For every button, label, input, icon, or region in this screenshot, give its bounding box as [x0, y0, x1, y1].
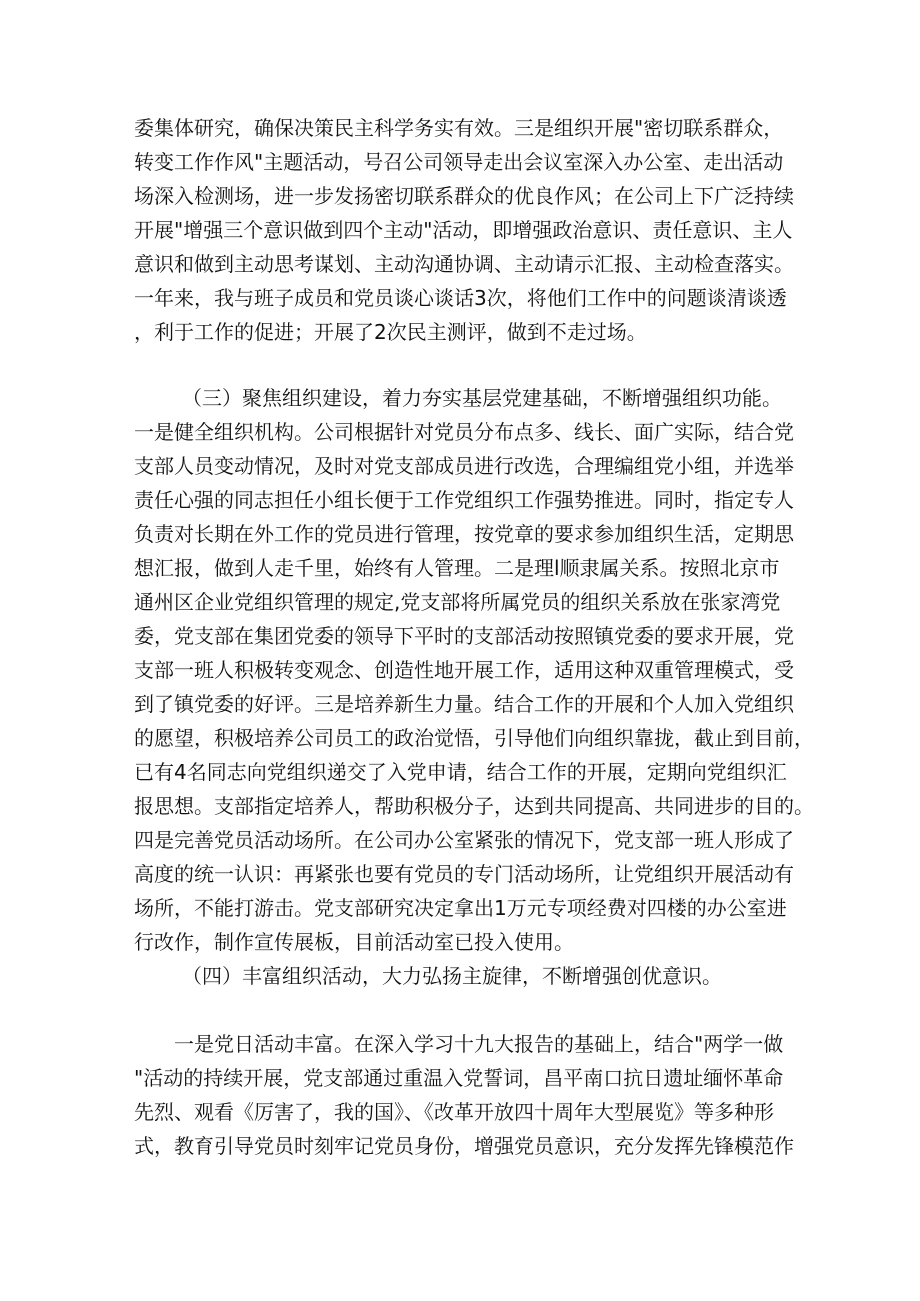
- body-text-line: 场深入检测场，进一步发扬密切联系群众的优良作风；在公司上下广泛持续: [134, 184, 794, 208]
- body-text-line: 报思想。支部指定培养人，帮助积极分子，达到共同提高、共同进步的目的。: [134, 794, 814, 818]
- body-text-line: 一是健全组织机构。公司根据针对党员分布点多、线长、面广实际，结合党: [134, 420, 794, 444]
- body-text-line: 支部一班人积极转变观念、创造性地开展工作，适用这种双重管理模式，受: [134, 658, 794, 682]
- body-text-line: 想汇报，做到人走千里，始终有人管理。二是理l顺隶属关系。按照北京市: [134, 556, 780, 580]
- body-text-line: 已有4名同志向党组织递交了入党申请，结合工作的开展，定期向党组织汇: [134, 760, 787, 784]
- body-text-line: 的愿望，积极培养公司员工的政治觉悟，引导他们向组织靠拢，截止到目前，: [134, 726, 814, 750]
- body-text-line: 委，党支部在集团党委的领导下平时的支部活动按照镇党委的要求开展，党: [134, 624, 794, 648]
- body-text-line: "活动的持续开展，党支部通过重温入党誓词，昌平南口抗日遗址缅怀革命: [134, 1066, 784, 1090]
- body-text-line: 委集体研究，确保决策民主科学务实有效。三是组织开展"密切联系群众，: [134, 116, 784, 140]
- body-text-line: 开展"增强三个意识做到四个主动"活动，即增强政治意识、责任意识、主人: [134, 218, 793, 242]
- body-text-line: 负责对长期在外工作的党员进行管理，按党章的要求参加组织生活，定期思: [134, 522, 794, 546]
- body-text-line: 责任心强的同志担任小组长便于工作党组织工作强势推进。同时，指定专人: [134, 488, 794, 512]
- body-text-line: 一是党日活动丰富。在深入学习十九大报告的基础上，结合"两学一做: [174, 1032, 784, 1056]
- body-text-line: 式，教育引导党员时刻牢记党员身份，增强党员意识，充分发挥先锋模范作: [134, 1134, 794, 1158]
- body-text-line: 行改作，制作宣传展板，目前活动室已投入使用。: [134, 930, 574, 954]
- body-text-line: 高度的统一认识：再紧张也要有党员的专门活动场所，让党组织开展活动有: [134, 862, 794, 886]
- body-text-line: 到了镇党委的好评。三是培养新生力量。结合工作的开展和个人加入党组织: [134, 692, 794, 716]
- body-text-line: 四是完善党员活动场所。在公司办公室紧张的情况下，党支部一班人形成了: [134, 828, 794, 852]
- body-text-line: 转变工作作风"主题活动，号召公司领导走出会议室深入办公室、走出活动: [134, 150, 784, 174]
- body-text-line: 一年来，我与班子成员和党员谈心谈话3次，将他们工作中的问题谈清谈透: [134, 286, 787, 310]
- body-text-line: 先烈、观看《厉害了，我的国》、《改革开放四十周年大型展览》等多种形: [134, 1100, 774, 1124]
- body-text-line: ，利于工作的促进；开展了2次民主测评，做到不走过场。: [134, 320, 647, 344]
- body-text-line: 支部人员变动情况，及时对党支部成员进行改选，合理编组党小组，并选举: [134, 454, 794, 478]
- section-heading-3: （三）聚焦组织建设，着力夯实基层党建基础，不断增强组织功能。: [182, 386, 782, 410]
- body-text-line: 意识和做到主动思考谋划、主动沟通协调、主动请示汇报、主动检查落实。: [134, 252, 794, 276]
- body-text-line: 通州区企业党组织管理的规定,党支部将所属党员的组织关系放在张家湾党: [134, 590, 781, 614]
- body-text-line: 场所，不能打游击。党支部研究决定拿出1万元专项经费对四楼的办公室进: [134, 896, 787, 920]
- section-heading-4: （四）丰富组织活动，大力弘扬主旋律，不断增强创优意识。: [182, 964, 722, 988]
